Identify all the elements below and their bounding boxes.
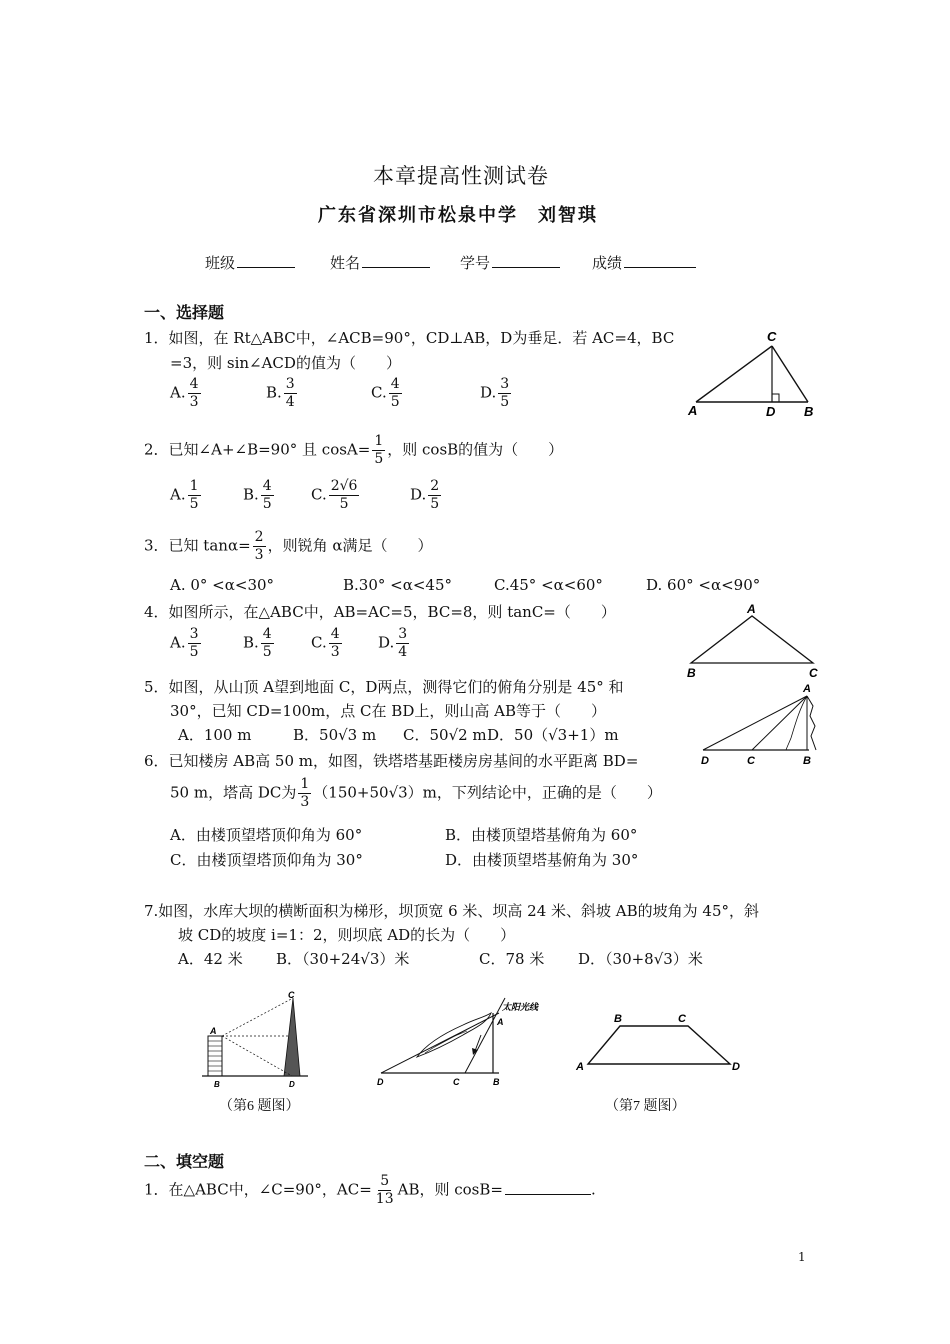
svg-text:D: D xyxy=(766,404,776,419)
section-heading-choice: 一、选择题 xyxy=(144,303,225,322)
svg-text:A: A xyxy=(803,683,811,695)
answer-blank[interactable] xyxy=(505,1180,591,1195)
option-letter: D. xyxy=(410,485,427,504)
question-3 xyxy=(144,529,432,564)
fraction xyxy=(261,478,274,513)
svg-text:C: C xyxy=(767,329,777,344)
q1-option-a[interactable] xyxy=(170,376,203,411)
numerator: 3 xyxy=(285,376,295,392)
q2-option-a[interactable] xyxy=(170,478,203,513)
page-number: 1 xyxy=(798,1250,806,1264)
q5-option-b[interactable]: B．50√3 m xyxy=(293,726,377,744)
section-heading-fill: 二、填空题 xyxy=(144,1152,225,1171)
question-1-line2: =3，则 sin∠ACD的值为（ ） xyxy=(170,354,401,372)
question-5-line2: 30°，已知 CD=100m，点 C在 BD上，则山高 AB等于（ ） xyxy=(170,702,606,720)
q2-text-end: ，则 cosB的值为（ ） xyxy=(387,440,564,459)
q7-option-c[interactable]: C．78 米 xyxy=(479,950,545,968)
numerator: 4 xyxy=(390,376,400,392)
fraction xyxy=(374,1173,396,1208)
svg-text:D: D xyxy=(732,1061,740,1073)
field-label: 班级 xyxy=(205,254,236,272)
q1-option-c[interactable] xyxy=(371,376,404,411)
fraction xyxy=(329,478,360,513)
q4-option-d[interactable] xyxy=(378,626,411,661)
numerator: 2√6 xyxy=(330,478,358,494)
svg-text:B: B xyxy=(214,1080,220,1089)
fill-q1-text-mid: AB，则 cosB= xyxy=(397,1180,503,1199)
q4-option-b[interactable] xyxy=(243,626,276,661)
q1-option-d[interactable] xyxy=(480,376,513,411)
q3-option-b[interactable]: B.30° <α<45° xyxy=(343,576,452,594)
option-letter: D. xyxy=(378,633,395,652)
svg-text:A: A xyxy=(210,1026,217,1036)
question-1-line1: 1．如图，在 Rt△ABC中，∠ACB=90°，CD⊥AB，D为垂足．若 AC=4，BC xyxy=(144,329,675,347)
fraction xyxy=(372,433,385,468)
page-title: 本章提高性测试卷 xyxy=(373,164,549,188)
q4-option-a[interactable] xyxy=(170,626,203,661)
fraction xyxy=(261,626,274,661)
q7-option-d[interactable]: D．（30+8√3）米 xyxy=(578,950,703,968)
svg-text:A: A xyxy=(576,1061,584,1073)
denominator: 5 xyxy=(339,496,349,512)
fraction xyxy=(428,478,441,513)
numerator: 3 xyxy=(500,376,510,392)
q2-option-b[interactable] xyxy=(243,478,276,513)
q6-option-a[interactable]: A．由楼顶望塔顶仰角为 60° xyxy=(170,826,363,844)
q3-option-a[interactable]: A. 0° <α<30° xyxy=(170,576,275,594)
numerator: 1 xyxy=(189,478,199,494)
svg-text:B: B xyxy=(803,755,811,767)
option-letter: B. xyxy=(266,383,282,402)
field-label: 姓名 xyxy=(330,254,361,272)
q1-option-b[interactable] xyxy=(266,376,299,411)
info-field-class[interactable] xyxy=(205,252,295,273)
q3-option-c[interactable]: C.45° <α<60° xyxy=(494,576,603,594)
denominator: 5 xyxy=(189,644,199,660)
q5-mountain-figure xyxy=(697,680,822,768)
q4-option-c[interactable] xyxy=(311,626,344,661)
svg-text:D: D xyxy=(701,755,709,767)
sun-label: 太阳光线 xyxy=(502,1002,539,1012)
option-letter: B. xyxy=(243,633,259,652)
option-letter: A. xyxy=(170,485,186,504)
info-field-score[interactable] xyxy=(592,252,696,273)
option-letter: C. xyxy=(311,633,327,652)
svg-text:C: C xyxy=(453,1077,460,1087)
svg-text:C: C xyxy=(747,755,755,767)
question-5-line1: 5．如图，从山顶 A望到地面 C，D两点，测得它们的俯角分别是 45° 和 xyxy=(144,678,624,696)
fraction xyxy=(298,776,311,811)
denominator: 4 xyxy=(285,394,295,410)
info-field-number[interactable] xyxy=(460,252,560,273)
q6-option-d[interactable]: D．由楼顶望塔基俯角为 30° xyxy=(445,851,639,869)
svg-text:B: B xyxy=(804,404,814,419)
denominator: 3 xyxy=(330,644,340,660)
numerator: 2 xyxy=(254,529,264,545)
option-letter: D. xyxy=(480,383,497,402)
svg-text:A: A xyxy=(497,1017,504,1027)
option-letter: C. xyxy=(311,485,327,504)
q5-option-a[interactable]: A．100 m xyxy=(178,726,252,744)
option-letter: A. xyxy=(170,383,186,402)
denominator: 3 xyxy=(254,547,264,563)
denominator: 13 xyxy=(375,1191,394,1207)
q1-triangle-figure xyxy=(686,326,821,420)
q2-option-c[interactable] xyxy=(311,478,361,513)
question-6-line1: 6．已知楼房 AB高 50 m，如图，铁塔塔基距楼房房基间的水平距离 BD= xyxy=(144,752,639,770)
sun-ray-figure xyxy=(375,995,550,1090)
denominator: 5 xyxy=(500,394,510,410)
field-label: 学号 xyxy=(460,254,491,272)
denominator: 5 xyxy=(430,496,440,512)
svg-text:C: C xyxy=(678,1013,686,1025)
svg-text:A: A xyxy=(747,602,756,616)
fraction xyxy=(284,376,297,411)
fraction xyxy=(188,626,201,661)
question-4: 4．如图所示，在△ABC中，AB=AC=5，BC=8，则 tanC=（ ） xyxy=(144,603,616,621)
q7-option-b[interactable]: B．（30+24√3）米 xyxy=(276,950,410,968)
svg-text:C: C xyxy=(288,990,295,1000)
page-subtitle: 广东省深圳市松泉中学 刘智琪 xyxy=(318,205,598,226)
q4-isosceles-triangle-figure xyxy=(683,601,823,679)
fraction xyxy=(188,478,201,513)
question-7-line1: 7.如图，水库大坝的横断面积为梯形，坝顶宽 6 米、坝高 24 米、斜坡 AB的坡角为 45°，斜 xyxy=(144,902,759,920)
numerator: 3 xyxy=(398,626,408,642)
fraction xyxy=(389,376,402,411)
fill-q1-end: . xyxy=(590,1180,596,1199)
q2-text: 2．已知∠A+∠B=90° 且 cosA= xyxy=(144,440,371,459)
denominator: 5 xyxy=(390,394,400,410)
question-2 xyxy=(144,433,563,468)
option-letter: C. xyxy=(371,383,387,402)
svg-text:D: D xyxy=(377,1077,384,1087)
q6-option-b[interactable]: B．由楼顶望塔基俯角为 60° xyxy=(445,826,638,844)
numerator: 4 xyxy=(330,626,340,642)
numerator: 1 xyxy=(374,433,384,449)
question-7-line2: 坡 CD的坡度 i=1：2，则坝底 AD的长为（ ） xyxy=(178,926,516,944)
denominator: 5 xyxy=(374,451,384,467)
svg-text:D: D xyxy=(289,1080,295,1089)
q6-text-end: （150+50√3）m，下列结论中，正确的是（ ） xyxy=(313,783,662,802)
q3-text-end: ，则锐角 α满足（ ） xyxy=(267,536,433,555)
svg-text:B: B xyxy=(687,666,696,679)
denominator: 5 xyxy=(262,644,272,660)
info-field-name[interactable] xyxy=(330,252,430,273)
q6-option-c[interactable]: C．由楼顶望塔顶仰角为 30° xyxy=(170,851,363,869)
fraction xyxy=(188,376,201,411)
denominator: 4 xyxy=(398,644,408,660)
denominator: 3 xyxy=(300,794,310,810)
denominator: 3 xyxy=(189,394,199,410)
numerator: 4 xyxy=(189,376,199,392)
fraction xyxy=(329,626,342,661)
numerator: 4 xyxy=(262,626,272,642)
q7-option-a[interactable]: A．42 米 xyxy=(178,950,243,968)
fraction xyxy=(498,376,511,411)
q3-option-d[interactable]: D. 60° <α<90° xyxy=(646,576,761,594)
numerator: 5 xyxy=(380,1173,390,1189)
numerator: 4 xyxy=(262,478,272,494)
fill-question-1 xyxy=(144,1173,596,1208)
field-label: 成绩 xyxy=(592,254,623,272)
q5-option-c[interactable]: C．50√2 m xyxy=(403,726,487,744)
numerator: 2 xyxy=(430,478,440,494)
numerator: 3 xyxy=(189,626,199,642)
q2-option-d[interactable] xyxy=(410,478,443,513)
question-6-line2 xyxy=(170,776,662,811)
fraction xyxy=(396,626,409,661)
q6-building-tower-figure xyxy=(200,990,312,1090)
numerator: 1 xyxy=(300,776,310,792)
option-letter: B. xyxy=(243,485,259,504)
figure-6-caption: （第6 题图） xyxy=(219,1099,300,1114)
q5-option-d[interactable]: D．50（√3+1）m xyxy=(487,726,619,744)
denominator: 5 xyxy=(189,496,199,512)
svg-text:B: B xyxy=(614,1013,622,1025)
fraction xyxy=(253,529,266,564)
fill-q1-text: 1．在△ABC中，∠C=90°，AC= xyxy=(144,1180,372,1199)
denominator: 5 xyxy=(262,496,272,512)
q3-text: 3．已知 tanα= xyxy=(144,536,251,555)
q6-text: 50 m，塔高 DC为 xyxy=(170,783,297,802)
svg-text:A: A xyxy=(688,403,698,418)
option-letter: A. xyxy=(170,633,186,652)
figure-7-caption: （第7 题图） xyxy=(605,1099,686,1114)
svg-text:C: C xyxy=(809,666,818,679)
q7-dam-trapezoid-figure xyxy=(572,1008,747,1083)
svg-text:B: B xyxy=(493,1077,500,1087)
